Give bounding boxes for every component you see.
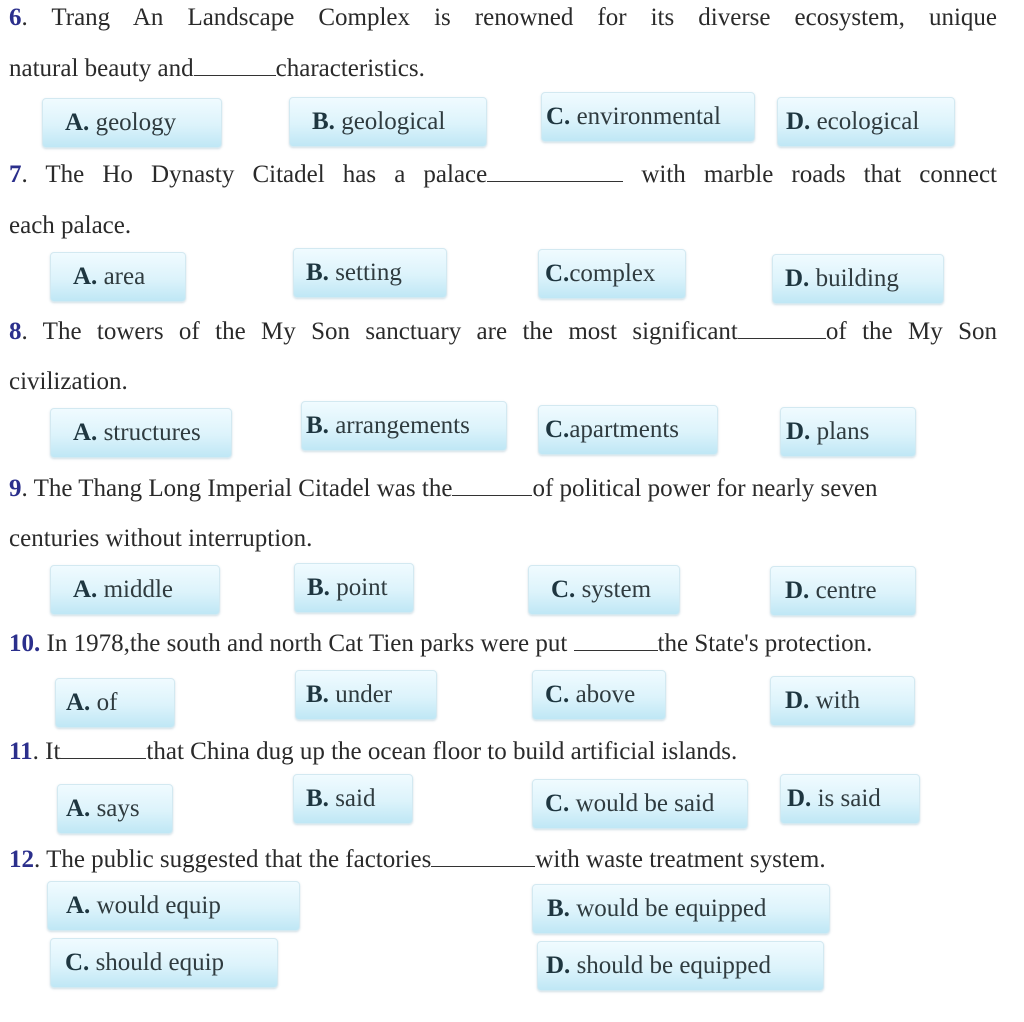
option-8-d[interactable] (780, 407, 916, 457)
option-text: apartments (569, 416, 679, 443)
option-text: structures (97, 419, 201, 446)
option-7-b[interactable] (293, 248, 447, 298)
option-11-d[interactable] (780, 774, 920, 824)
option-letter: A. (66, 892, 91, 919)
option-letter: C. (545, 790, 570, 817)
option-10-c[interactable] (532, 670, 666, 720)
question-12-line-1: 12. The public suggested that the factories with waste treatment system. (9, 846, 826, 873)
option-text: should be equipped (570, 952, 771, 979)
option-text: plans (810, 418, 870, 445)
question-text: each palace. (9, 212, 132, 239)
option-letter: A. (73, 576, 98, 603)
option-letter: D. (787, 785, 812, 812)
question-text: The Ho Dynasty Citadel has a palace (45, 161, 488, 188)
question-text: with marble roads that connect (641, 161, 997, 188)
option-8-c[interactable] (538, 405, 718, 455)
option-letter: A. (66, 795, 91, 822)
question-text: that China dug up the ocean floor to build artificial islands. (146, 738, 738, 765)
option-letter: A. (73, 419, 98, 446)
option-letter: D. (786, 418, 811, 445)
question-text: It (45, 738, 61, 765)
option-letter: B. (547, 895, 570, 922)
option-7-c[interactable] (538, 249, 686, 299)
question-text: civilization. (9, 368, 128, 395)
question-number: 11 (9, 738, 33, 765)
question-number: 6 (9, 4, 22, 31)
question-text: In 1978,the south and north Cat Tien parks were put (46, 630, 568, 657)
answer-blank (431, 846, 535, 867)
question-number: 10. (9, 630, 41, 657)
question-10-line-1 (9, 630, 872, 658)
option-12-a[interactable] (47, 881, 300, 931)
option-9-b[interactable] (294, 563, 414, 613)
option-text: ecological (810, 108, 920, 135)
answer-blank (574, 630, 658, 651)
option-letter: C. (545, 260, 570, 287)
question-8-line-1: 8. The towers of the My Son sanctuary are the most significant of the My Son (9, 318, 997, 345)
option-text: above (569, 681, 636, 708)
option-text: should equip (89, 949, 225, 976)
option-letter: B. (306, 681, 329, 708)
option-12-b[interactable] (532, 884, 830, 934)
option-letter: C. (545, 416, 570, 443)
option-text: geology (89, 109, 177, 136)
option-9-d[interactable] (770, 566, 916, 616)
option-text: would equip (90, 892, 221, 919)
option-letter: D. (785, 265, 810, 292)
option-letter: D. (785, 687, 810, 714)
question-9-line-1: 9. The Thang Long Imperial Citadel was the of political power for nearly seven (9, 475, 878, 502)
option-letter: D. (546, 952, 571, 979)
question-6-line-2 (9, 55, 425, 83)
option-text: environmental (570, 103, 721, 130)
option-text: setting (328, 259, 402, 286)
question-text: natural beauty and (9, 55, 194, 82)
option-letter: C. (545, 681, 570, 708)
option-7-a[interactable] (50, 252, 186, 302)
option-6-b[interactable] (289, 97, 487, 147)
option-9-c[interactable] (528, 565, 680, 615)
question-text: centuries without interruption. (9, 525, 313, 552)
question-7-line-2 (9, 212, 131, 240)
question-8-line-2 (9, 368, 128, 396)
question-text: The public suggested that the factories (46, 846, 432, 873)
option-10-b[interactable] (295, 670, 437, 720)
option-letter: A. (66, 689, 91, 716)
answer-blank (452, 475, 532, 496)
option-text: would be said (569, 790, 715, 817)
option-letter: D. (786, 108, 811, 135)
option-8-b[interactable] (301, 401, 507, 451)
option-6-a[interactable] (42, 98, 222, 148)
option-10-a[interactable] (55, 678, 175, 728)
option-letter: B. (306, 412, 329, 439)
question-text: the State's protection. (657, 630, 873, 657)
answer-blank (738, 318, 826, 339)
question-7-line-1: 7. The Ho Dynasty Citadel has a palace with marble roads that connect (9, 161, 997, 188)
option-11-a[interactable] (57, 784, 173, 834)
option-text: is said (811, 785, 881, 812)
option-text: said (328, 785, 376, 812)
question-11-line-1: 11. It that China dug up the ocean floor to build artificial islands. (9, 738, 738, 765)
question-9-line-2 (9, 525, 312, 553)
option-text: with (809, 687, 861, 714)
option-letter: C. (551, 576, 576, 603)
answer-blank (194, 55, 276, 76)
option-letter: B. (307, 574, 330, 601)
question-text: of the My Son (825, 318, 997, 345)
option-text: arrangements (328, 412, 470, 439)
option-text: middle (97, 576, 173, 603)
option-11-b[interactable] (293, 774, 413, 824)
option-11-c[interactable] (532, 779, 748, 829)
option-10-d[interactable] (770, 676, 915, 726)
option-text: point (329, 574, 388, 601)
question-text: The towers of the My Son sanctuary are the most significant (42, 318, 738, 345)
option-text: says (90, 795, 140, 822)
answer-blank (487, 161, 623, 182)
option-text: under (328, 681, 393, 708)
option-letter: A. (65, 109, 90, 136)
option-12-c[interactable] (50, 938, 278, 988)
option-text: centre (809, 577, 877, 604)
option-7-d[interactable] (772, 254, 944, 304)
option-text: complex (569, 260, 656, 287)
option-6-d[interactable] (777, 97, 955, 147)
option-letter: C. (65, 949, 90, 976)
option-letter: B. (306, 785, 329, 812)
option-letter: C. (546, 103, 571, 130)
option-text: geological (334, 108, 446, 135)
option-letter: B. (306, 259, 329, 286)
option-text: system (575, 576, 652, 603)
question-number: 8 (9, 318, 22, 345)
option-letter: B. (312, 108, 335, 135)
option-12-d[interactable] (537, 941, 824, 991)
question-text: Trang An Landscape Complex is renowned for its diverse ecosystem, unique (51, 4, 997, 31)
option-9-a[interactable] (50, 565, 220, 615)
option-text: would be equipped (569, 895, 767, 922)
question-number: 12 (9, 846, 34, 873)
option-letter: A. (73, 263, 98, 290)
option-6-c[interactable] (541, 92, 755, 142)
question-text: The Thang Long Imperial Citadel was the (33, 475, 453, 502)
question-6-line-1: 6. Trang An Landscape Complex is renowned for its diverse ecosystem, unique (9, 4, 997, 31)
question-number: 7 (9, 161, 22, 188)
option-text: building (809, 265, 899, 292)
question-number: 9 (9, 475, 22, 502)
option-letter: D. (785, 577, 810, 604)
answer-blank (60, 738, 146, 759)
option-8-a[interactable] (50, 408, 232, 458)
option-text: of (90, 689, 118, 716)
question-text: with waste treatment system. (535, 846, 826, 873)
question-text: characteristics. (275, 55, 425, 82)
option-text: area (97, 263, 146, 290)
question-text: of political power for nearly seven (532, 475, 878, 502)
